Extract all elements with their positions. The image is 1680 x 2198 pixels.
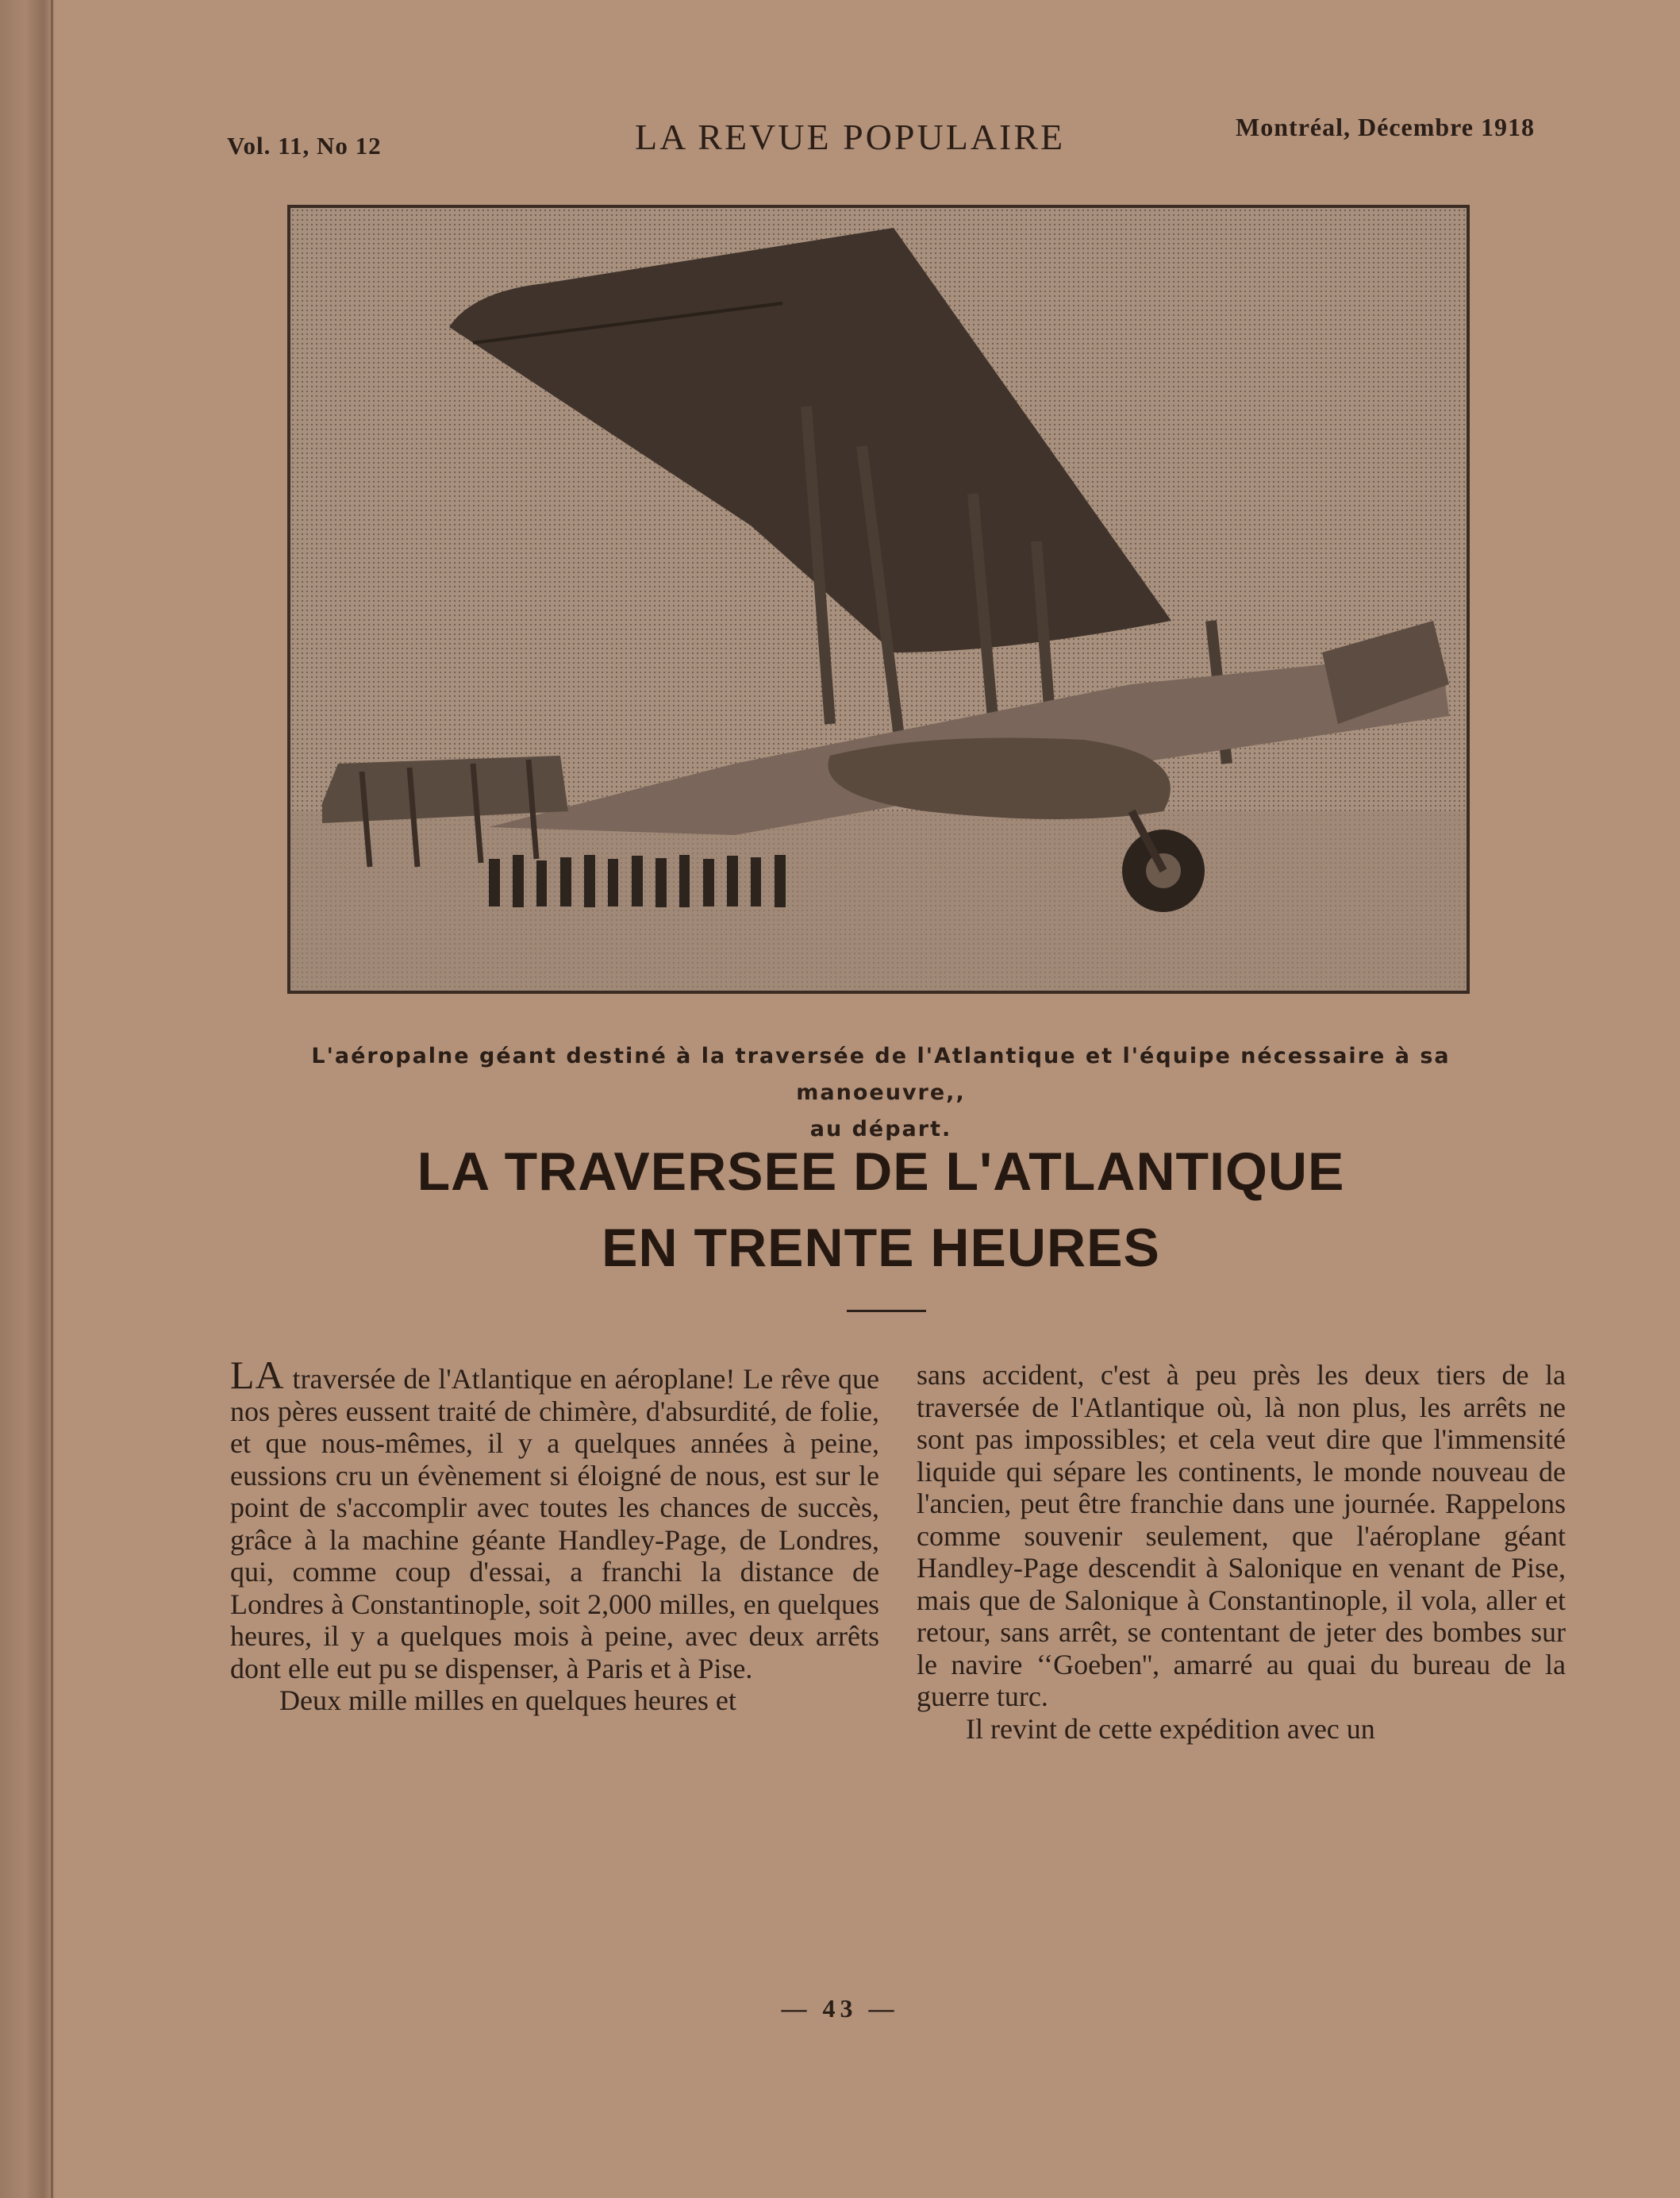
paragraph-1-text: traversée de l'Atlantique en aéroplane! Le rêve que nos pères eussent traité de chimère, d'absurdité, de folie, et que nous-mêmes, il y a quelques années à peine, eussions cru un évènement si éloigné de nous, est sur le point de s'accomplir avec toutes les chances de succès, grâce à la machine géante Handley-Page, de Londres, qui, comme coup d'essai, a franchi la distance de Londres à Constantinople, soit 2,000 milles, en quelques heures, il y a quelques mois à peine, avec deux arrêts dont elle eut pu se dispenser, à Paris et à Pise. (230, 1363, 879, 1684)
drop-cap: LA (230, 1353, 285, 1397)
photo-caption (222, 1038, 1540, 1148)
volume-number: Vol. 11, No 12 (227, 132, 382, 160)
article-paragraph-2: Deux mille milles en quelques heures et (279, 1684, 736, 1716)
article-column-right (917, 1359, 1566, 1745)
article-paragraph-1 (230, 1353, 879, 1684)
caption-line-2: au départ. (809, 1117, 952, 1141)
article-headline (222, 1134, 1540, 1286)
publication-title: LA REVUE POPULAIRE (635, 117, 1066, 157)
issue-date: Montréal, Décembre 1918 (1236, 113, 1535, 141)
page-number: — 43 — (781, 1994, 899, 2023)
article-paragraph-3: sans accident, c'est à peu près les deux tiers de la traversée de l'Atlantique où, là non plus, les arrêts ne sont pas impossibles; et cela veut dire que l'immensité liquide qui sépare les continents, le monde nouveau de l'ancien, peut être franchie dans une journée. Rappelons comme souvenir seulement, que l'aéroplane géant Handley-Page descendit à Salonique en venant de Pise, mais que de Salonique à Constantinople, il vola, aller et retour, sans arrêt, se contentant de jeter des bombes sur le navire ‘‘Goeben'', amarré au quai du bureau de la guerre turc. (917, 1359, 1566, 1712)
caption-line-1: L'aéropalne géant destiné à la traversée de l'Atlantique et l'équipe nécessaire à sa manoeuvre,, (311, 1044, 1451, 1105)
headline-line-1: LA TRAVERSEE DE L'ATLANTIQUE (417, 1141, 1345, 1202)
headline-divider (847, 1310, 926, 1312)
article-column-left (230, 1353, 879, 1717)
headline-line-2: EN TRENTE HEURES (602, 1218, 1160, 1278)
page-gutter-line (51, 0, 53, 2198)
page-binding-shadow (0, 0, 56, 2198)
running-head (222, 110, 1540, 160)
airplane-photograph (287, 205, 1470, 994)
article-paragraph-4: Il revint de cette expédition avec un (966, 1712, 1375, 1745)
